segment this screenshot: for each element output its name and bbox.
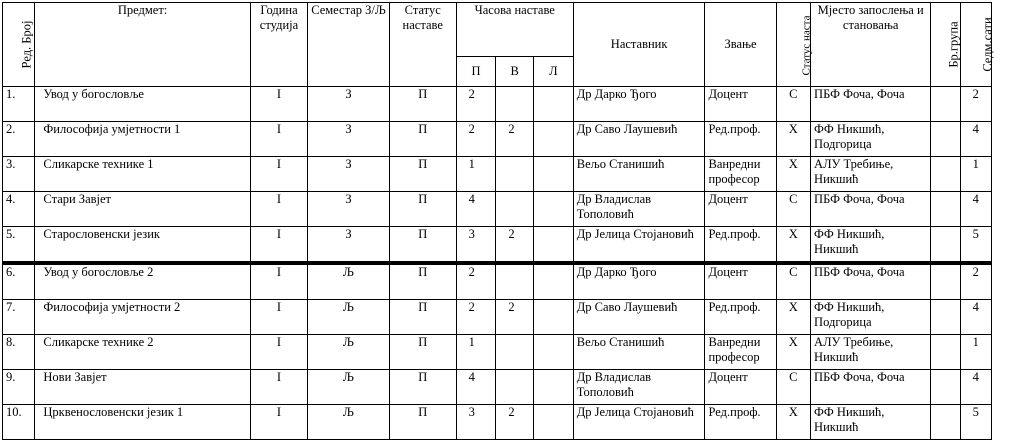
table-row xyxy=(3,263,992,300)
teacher-status-cell: С xyxy=(776,370,810,405)
table-row xyxy=(3,335,992,370)
title-cell: Доцент xyxy=(705,192,776,227)
header-workplace: Мјесто запослења и становања xyxy=(811,3,931,87)
teacher-cell: Др Јелица Стојановић xyxy=(573,405,705,440)
hours-v-cell xyxy=(496,263,534,300)
teacher-status-cell: Х xyxy=(776,157,810,192)
hours-p-cell: 2 xyxy=(456,300,496,335)
hours-v-cell: 2 xyxy=(496,300,534,335)
header-l: Л xyxy=(534,57,574,87)
row-number: 5. xyxy=(3,227,35,264)
semester-cell: Љ xyxy=(308,370,390,405)
groups-cell xyxy=(931,335,960,370)
title-cell: Доцент xyxy=(705,263,776,300)
teacher-cell: Др Дарко Ђого xyxy=(573,263,705,300)
teacher-cell: Вељо Станишић xyxy=(573,335,705,370)
workplace-cell: ФФ Никшић, Никшић xyxy=(811,405,931,440)
hours-v-cell: 2 xyxy=(496,405,534,440)
subject-cell: Стари Завјет xyxy=(35,192,250,227)
title-cell: Доцент xyxy=(705,87,776,122)
status-cell: П xyxy=(389,122,456,157)
year-cell: I xyxy=(250,263,307,300)
hours-l-cell xyxy=(534,227,574,264)
table-row xyxy=(3,87,992,122)
status-cell: П xyxy=(389,335,456,370)
table-row xyxy=(3,192,992,227)
header-num: Ред. Број xyxy=(3,3,35,87)
status-cell: П xyxy=(389,405,456,440)
semester-cell: З xyxy=(308,192,390,227)
subject-cell: Нови Завјет xyxy=(35,370,250,405)
header-year: Година студија xyxy=(250,3,307,87)
teacher-cell: Др Владислав Тополовић xyxy=(573,192,705,227)
teacher-status-cell: С xyxy=(776,263,810,300)
status-cell: П xyxy=(389,157,456,192)
year-cell: I xyxy=(250,192,307,227)
row-number: 7. xyxy=(3,300,35,335)
subject-cell: Старословенски језик xyxy=(35,227,250,264)
weekly-cell: 2 xyxy=(960,87,991,122)
teacher-cell: Др Саво Лаушевић xyxy=(573,300,705,335)
teacher-status-cell: Х xyxy=(776,122,810,157)
subject-cell: Философија умјетности 1 xyxy=(35,122,250,157)
workplace-cell: АЛУ Требиње, Никшић xyxy=(811,157,931,192)
semester-cell: З xyxy=(308,157,390,192)
hours-l-cell xyxy=(534,335,574,370)
status-cell: П xyxy=(389,192,456,227)
workplace-cell: ПБФ Фоча, Фоча xyxy=(811,263,931,300)
row-number: 4. xyxy=(3,192,35,227)
course-table xyxy=(2,2,995,440)
weekly-cell: 4 xyxy=(960,122,991,157)
weekly-cell: 2 xyxy=(960,263,991,300)
semester-cell: Љ xyxy=(308,263,390,300)
hours-l-cell xyxy=(534,122,574,157)
hours-l-cell xyxy=(534,263,574,300)
header-teacher: Наставник xyxy=(573,3,705,87)
semester-cell: З xyxy=(308,122,390,157)
hours-p-cell: 4 xyxy=(456,370,496,405)
table-row xyxy=(3,227,992,264)
title-cell: Ред.проф. xyxy=(705,227,776,264)
header-groups: Бр.група xyxy=(931,3,960,87)
hours-p-cell: 3 xyxy=(456,227,496,264)
semester-cell: Љ xyxy=(308,405,390,440)
hours-p-cell: 2 xyxy=(456,263,496,300)
title-cell: Ванредни професор xyxy=(705,335,776,370)
weekly-cell: 4 xyxy=(960,370,991,405)
weekly-cell: 5 xyxy=(960,405,991,440)
weekly-cell: 5 xyxy=(960,227,991,264)
teacher-cell: Др Дарко Ђого xyxy=(573,87,705,122)
hours-l-cell xyxy=(534,157,574,192)
year-cell: I xyxy=(250,335,307,370)
hours-l-cell xyxy=(534,405,574,440)
row-number: 2. xyxy=(3,122,35,157)
hours-p-cell: 2 xyxy=(456,122,496,157)
year-cell: I xyxy=(250,227,307,264)
year-cell: I xyxy=(250,300,307,335)
workplace-cell: АЛУ Требиње, Никшић xyxy=(811,335,931,370)
subject-cell: Сликарске технике 2 xyxy=(35,335,250,370)
hours-p-cell: 4 xyxy=(456,192,496,227)
row-number: 9. xyxy=(3,370,35,405)
subject-cell: Сликарске технике 1 xyxy=(35,157,250,192)
workplace-cell: ФФ Никшић, Никшић xyxy=(811,227,931,264)
table-row xyxy=(3,370,992,405)
hours-v-cell xyxy=(496,370,534,405)
teacher-status-cell: Х xyxy=(776,300,810,335)
workplace-cell: ПБФ Фоча, Фоча xyxy=(811,87,931,122)
teacher-cell: Др Саво Лаушевић xyxy=(573,122,705,157)
year-cell: I xyxy=(250,87,307,122)
hours-p-cell: 2 xyxy=(456,87,496,122)
title-cell: Доцент xyxy=(705,370,776,405)
hours-p-cell: 1 xyxy=(456,157,496,192)
teacher-cell: Др Владислав Тополовић xyxy=(573,370,705,405)
semester-cell: Љ xyxy=(308,335,390,370)
semester-cell: З xyxy=(308,227,390,264)
header-weekly: Седм.сати xyxy=(960,3,991,87)
workplace-cell: ФФ Никшић, Подгорица xyxy=(811,122,931,157)
semester-cell: Љ xyxy=(308,300,390,335)
table-row xyxy=(3,405,992,440)
table-row xyxy=(3,122,992,157)
row-number: 3. xyxy=(3,157,35,192)
teacher-cell: Др Јелица Стојановић xyxy=(573,227,705,264)
title-cell: Ред.проф. xyxy=(705,405,776,440)
row-number: 6. xyxy=(3,263,35,300)
row-number: 8. xyxy=(3,335,35,370)
year-cell: I xyxy=(250,122,307,157)
teacher-status-cell: Х xyxy=(776,405,810,440)
status-cell: П xyxy=(389,87,456,122)
header-teacher-status: Статус наста xyxy=(776,3,810,87)
teacher-status-cell: Х xyxy=(776,227,810,264)
header-subject: Предмет: xyxy=(35,3,250,87)
year-cell: I xyxy=(250,370,307,405)
groups-cell xyxy=(931,227,960,264)
subject-cell: Увод у богословље xyxy=(35,87,250,122)
hours-v-cell xyxy=(496,192,534,227)
workplace-cell: ПБФ Фоча, Фоча xyxy=(811,370,931,405)
table-row xyxy=(3,300,992,335)
hours-v-cell xyxy=(496,157,534,192)
status-cell: П xyxy=(389,263,456,300)
weekly-cell: 1 xyxy=(960,335,991,370)
subject-cell: Црквенословенски језик 1 xyxy=(35,405,250,440)
table-row xyxy=(3,157,992,192)
weekly-cell: 1 xyxy=(960,157,991,192)
groups-cell xyxy=(931,87,960,122)
hours-l-cell xyxy=(534,370,574,405)
hours-v-cell xyxy=(496,335,534,370)
title-cell: Ред.проф. xyxy=(705,122,776,157)
groups-cell xyxy=(931,300,960,335)
year-cell: I xyxy=(250,405,307,440)
subject-cell: Философија умјетности 2 xyxy=(35,300,250,335)
hours-v-cell: 2 xyxy=(496,122,534,157)
semester-cell: З xyxy=(308,87,390,122)
workplace-cell: ПБФ Фоча, Фоча xyxy=(811,192,931,227)
header-p: П xyxy=(456,57,496,87)
status-cell: П xyxy=(389,370,456,405)
groups-cell xyxy=(931,157,960,192)
subject-cell: Увод у богословље 2 xyxy=(35,263,250,300)
row-number: 10. xyxy=(3,405,35,440)
weekly-cell: 4 xyxy=(960,192,991,227)
hours-v-cell xyxy=(496,87,534,122)
title-cell: Ред.проф. xyxy=(705,300,776,335)
weekly-cell: 4 xyxy=(960,300,991,335)
status-cell: П xyxy=(389,300,456,335)
teacher-status-cell: С xyxy=(776,192,810,227)
hours-l-cell xyxy=(534,300,574,335)
header-title: Звање xyxy=(705,3,776,87)
groups-cell xyxy=(931,263,960,300)
header-semester: Семестар З/Љ xyxy=(308,3,390,87)
row-number: 1. xyxy=(3,87,35,122)
status-cell: П xyxy=(389,227,456,264)
hours-l-cell xyxy=(534,87,574,122)
hours-p-cell: 1 xyxy=(456,335,496,370)
header-status: Статус наставе xyxy=(389,3,456,87)
groups-cell xyxy=(931,370,960,405)
header-v: В xyxy=(496,57,534,87)
groups-cell xyxy=(931,192,960,227)
groups-cell xyxy=(931,122,960,157)
year-cell: I xyxy=(250,157,307,192)
hours-l-cell xyxy=(534,192,574,227)
hours-v-cell: 2 xyxy=(496,227,534,264)
teacher-cell: Вељо Станишић xyxy=(573,157,705,192)
hours-p-cell: 3 xyxy=(456,405,496,440)
workplace-cell: ФФ Никшић, Подгорица xyxy=(811,300,931,335)
teacher-status-cell: С xyxy=(776,87,810,122)
teacher-status-cell: Х xyxy=(776,335,810,370)
groups-cell xyxy=(931,405,960,440)
title-cell: Ванредни професор xyxy=(705,157,776,192)
header-hours: Часова наставе xyxy=(456,3,573,57)
